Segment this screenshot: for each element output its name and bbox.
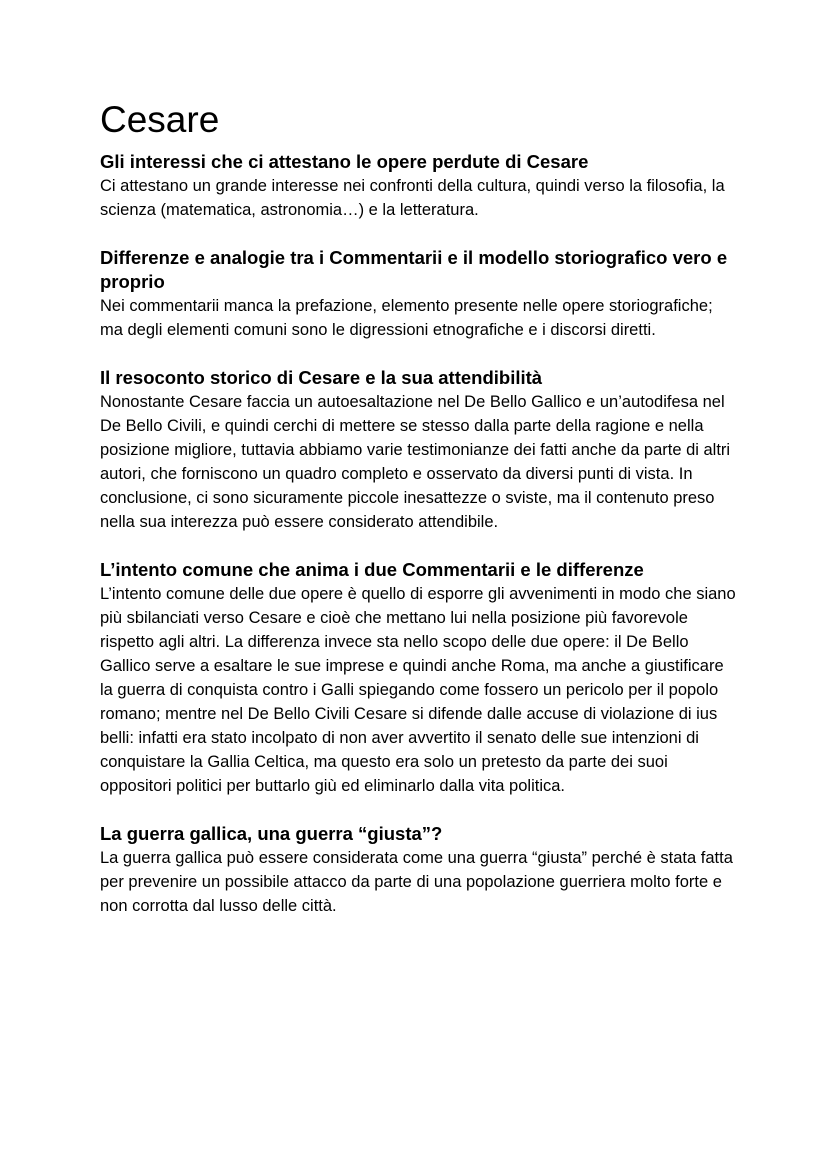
section-paragraph: La guerra gallica può essere considerata come una guerra “giusta” perché è stata fatta per prevenire un possibile attacco da parte di una popolazione guerriera molto forte e non corrotta dal lusso delle città. [100, 849, 733, 915]
section-differenze-analogie [100, 246, 740, 342]
document-page [100, 96, 740, 918]
section-paragraph: L’intento comune delle due opere è quello di esporre gli avvenimenti in modo che siano più sbilanciati verso Cesare e cioè che mettano lui nella posizione più favorevole rispetto agli altri. La differenza invece sta nello scopo delle due opere: il De Bello Gallico serve a esaltare le sue imprese e quindi anche Roma, ma anche a giustificare la guerra di conquista contro i Galli spiegando come fossero un pericolo per il popolo romano; mentre nel De Bello Civili Cesare si difende dalle accuse di violazione di ius belli: infatti era stato incolpato di non aver avvertito il senato delle sue intenzioni di conquistare la Gallia Celtica, ma questo era solo un pretesto da parte dei suoi oppositori politici per buttarlo giù ed eliminarlo dalla vita politica. [100, 585, 736, 795]
section-intento-comune [100, 558, 740, 798]
section-heading: La guerra gallica, una guerra “giusta”? [100, 823, 443, 844]
section-opere-perdute [100, 150, 740, 222]
section-heading: Gli interessi che ci attestano le opere perdute di Cesare [100, 151, 589, 172]
section-paragraph: Ci attestano un grande interesse nei confronti della cultura, quindi verso la filosofia, la scienza (matematica, astronomia…) e la letteratura. [100, 177, 725, 219]
section-guerra-giusta [100, 822, 740, 918]
section-heading: L’intento comune che anima i due Commentarii e le differenze [100, 559, 644, 580]
section-attendibilita [100, 366, 740, 534]
section-heading: Differenze e analogie tra i Commentarii e il modello storiografico vero e proprio [100, 247, 728, 292]
section-heading: Il resoconto storico di Cesare e la sua attendibilità [100, 367, 543, 388]
section-paragraph: Nei commentarii manca la prefazione, elemento presente nelle opere storiografiche; ma degli elementi comuni sono le digressioni etnografiche e i discorsi diretti. [100, 297, 713, 339]
document-title: Cesare [100, 99, 220, 140]
section-paragraph: Nonostante Cesare faccia un autoesaltazione nel De Bello Gallico e un’autodifesa nel De Bello Civili, e quindi cerchi di mettere se stesso dalla parte della ragione e nella posizione migliore, tuttavia abbiamo varie testimonianze dei fatti anche da parte di altri autori, che forniscono un quadro completo e osservato da diversi punti di vista. In conclusione, ci sono sicuramente piccole inesattezze o sviste, ma il contenuto preso nella sua interezza può essere considerato attendibile. [100, 393, 731, 531]
